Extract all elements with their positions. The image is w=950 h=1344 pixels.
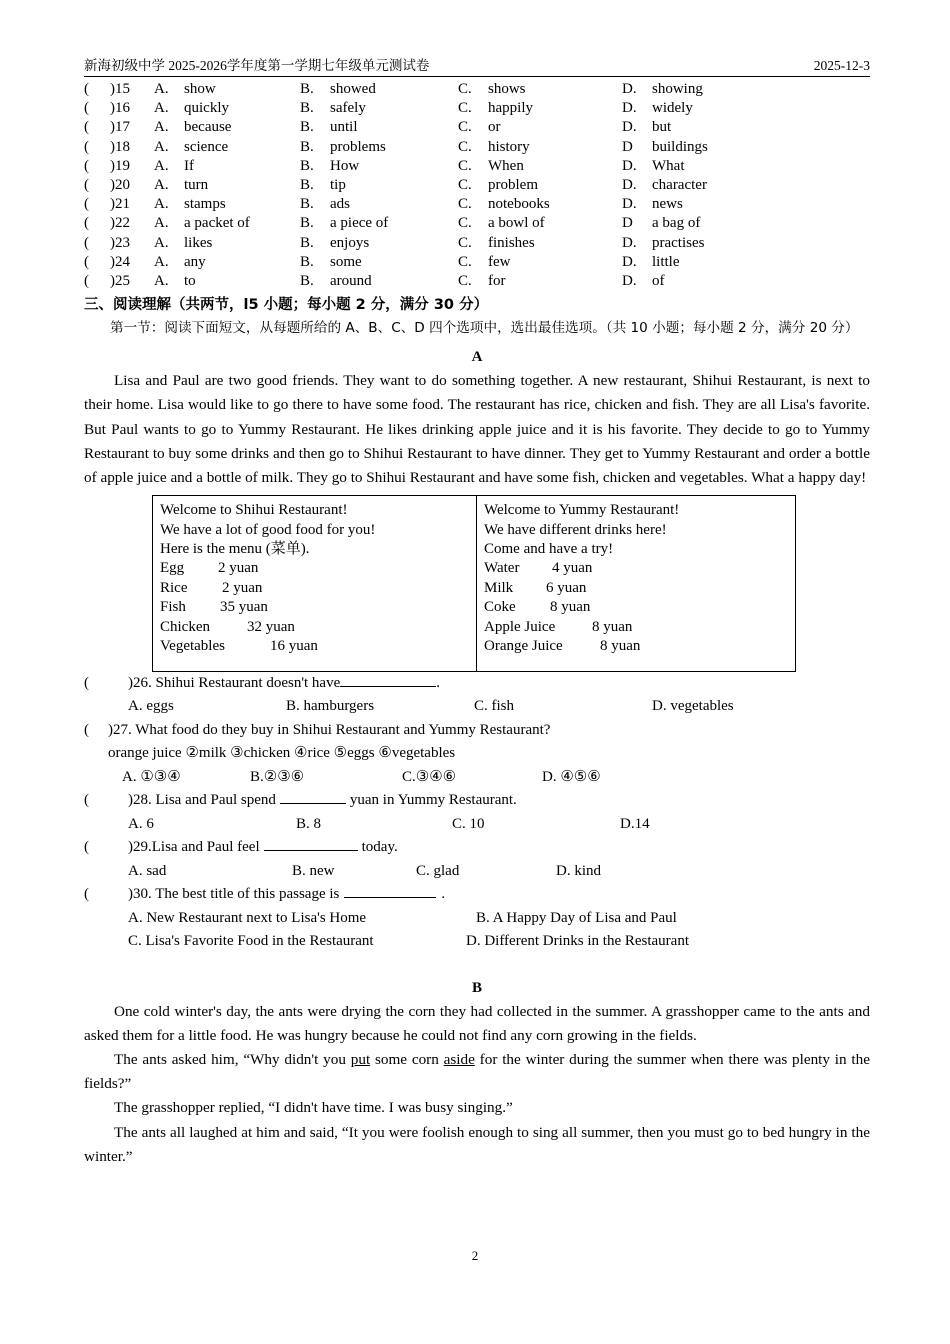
answer-bracket[interactable]: (	[84, 157, 89, 174]
option-b[interactable]: B. until	[300, 119, 358, 136]
question-number: )20	[110, 177, 130, 194]
option-26-d[interactable]: D. vegetables	[652, 698, 734, 714]
yummy-menu-line-2: We have different drinks here!	[484, 521, 667, 538]
question-30-text: )30. The best title of this passage is	[128, 886, 340, 902]
answer-bracket[interactable]: (	[84, 177, 89, 194]
question-27-items: orange juice ②milk ③chicken ④rice ⑤eggs ⑥vegetables	[108, 745, 456, 761]
passage-b-paragraph-1: One cold winter's day, the ants were drying the corn they had collected in the summer. A grasshopper came to the ants and asked them for a little food. He was hungry because he could not find any corn growing in the fields.	[84, 1002, 870, 1044]
answer-bracket[interactable]: (	[84, 100, 89, 117]
question-28-options	[84, 813, 870, 837]
option-d[interactable]: D. of	[622, 273, 665, 290]
menu-item-price: 6 yuan	[546, 579, 587, 596]
option-28-c[interactable]: C. 10	[452, 815, 485, 832]
menu-item-name: Water	[484, 560, 520, 577]
header-date: 2025-12-3	[813, 58, 870, 73]
menu-item-price: 2 yuan	[222, 579, 263, 596]
option-d[interactable]: D. little	[622, 253, 680, 270]
question-28-text-post: yuan in Yummy Restaurant.	[349, 792, 517, 808]
question-number: )23	[110, 234, 130, 251]
option-b[interactable]: B. around	[300, 273, 372, 290]
cloze-question-row	[84, 176, 870, 195]
cloze-question-row	[84, 234, 870, 253]
option-b[interactable]: B. tip	[300, 177, 346, 194]
cloze-question-row	[84, 253, 870, 272]
reading-questions	[84, 672, 870, 954]
question-29-stem	[84, 836, 870, 860]
menu-item-price: 8 yuan	[592, 618, 633, 635]
question-number: )21	[110, 196, 130, 213]
option-d[interactable]: D buildings	[622, 138, 708, 155]
answer-bracket[interactable]: (	[84, 234, 89, 251]
option-29-d[interactable]: D. kind	[556, 862, 601, 879]
cloze-question-row	[84, 138, 870, 157]
option-30-c[interactable]: C. Lisa's Favorite Food in the Restaurant	[128, 933, 374, 949]
option-a[interactable]: A. a packet of	[154, 215, 250, 232]
yummy-menu-line-3: Come and have a try!	[484, 541, 614, 558]
menu-item-name: Milk	[484, 579, 514, 596]
question-number: )16	[110, 100, 130, 117]
option-c[interactable]: C. finishes	[458, 234, 535, 251]
option-27-b[interactable]: B.②③⑥	[250, 768, 305, 785]
menu-item-price: 8 yuan	[550, 599, 591, 616]
option-c[interactable]: C. problem	[458, 177, 538, 194]
question-30-options-row1	[84, 907, 870, 931]
question-30-period: .	[441, 886, 446, 902]
question-26-stem	[84, 672, 870, 696]
menu-item-name: Fish	[160, 599, 186, 616]
passage-b-p2-part-c: for the winter during the summer when there was plenty in the fields?”	[84, 1050, 870, 1093]
option-c[interactable]: C. history	[458, 138, 530, 155]
option-a[interactable]: A. quickly	[154, 100, 229, 117]
question-number: )17	[110, 119, 130, 136]
shihui-menu-line-3: Here is the menu (菜单).	[160, 541, 310, 558]
question-number: )18	[110, 138, 130, 155]
menu-item	[484, 579, 795, 598]
menu-item	[160, 618, 476, 637]
question-27-options	[84, 766, 870, 790]
menu-item-price: 16 yuan	[270, 638, 318, 655]
menu-item	[484, 559, 795, 578]
question-28-blank[interactable]	[280, 789, 346, 804]
answer-bracket[interactable]: (	[84, 196, 89, 213]
passage-b-p2-part-a: The ants asked him, “Why didn't you	[114, 1050, 351, 1068]
menu-item-name: Apple Juice	[484, 618, 556, 635]
answer-bracket-26[interactable]: (	[84, 674, 89, 691]
question-30-stem	[84, 883, 870, 907]
cloze-question-row	[84, 80, 870, 99]
option-26-c[interactable]: C. fish	[474, 698, 515, 714]
question-number: )25	[110, 273, 130, 290]
option-c[interactable]: C. or	[458, 119, 501, 136]
option-b[interactable]: B. ads	[300, 196, 350, 213]
question-number: )15	[110, 81, 130, 97]
passage-b-paragraph-4: The ants all laughed at him and said, “It you were foolish enough to sing all summer, then you must go to bed hungry in the winter.”	[84, 1123, 870, 1165]
option-b[interactable]: B. problems	[300, 138, 386, 155]
option-30-d[interactable]: D. Different Drinks in the Restaurant	[466, 933, 690, 949]
option-29-b[interactable]: B. new	[292, 862, 335, 879]
section-three-subheading: 第一节：阅读下面短文，从每题所给的 A、B、C、D 四个选项中，选出最佳选项。（共 10 小题；每小题 2 分，满分 20 分）	[110, 320, 859, 337]
option-d[interactable]: D a bag of	[622, 215, 701, 232]
passage-a-text: Lisa and Paul are two good friends. They want to do something together. A new restaurant, Shihui Restaurant, is next to their home. Lisa would like to go there to have some food. The restaurant has rice, chicken and fish. They are all Lisa's favorite. But Paul wants to go to Yummy Restaurant. He likes drinking apple juice and it is his favorite. They decide to go to Yummy Restaurant to buy some drinks and then go to Shihui Restaurant to have dinner. They get to Yummy Restaurant and order a bottle of apple juice and a bottle of milk. They go to Shihui Restaurant and have some fish, chicken and vegetables. What a happy day!	[84, 372, 870, 487]
passage-b-letter: B	[471, 979, 482, 996]
option-26-a[interactable]: A. eggs	[128, 698, 174, 714]
option-27-d[interactable]: D. ④⑤⑥	[542, 768, 601, 785]
page-content	[84, 58, 870, 1169]
cloze-question-row	[84, 195, 870, 214]
option-a[interactable]: A. because	[154, 119, 232, 136]
option-d[interactable]: D. widely	[622, 100, 693, 117]
option-b[interactable]: B. a piece of	[300, 215, 389, 232]
menu-item-price: 4 yuan	[552, 560, 593, 577]
question-29-blank[interactable]	[264, 836, 358, 851]
question-number: )22	[110, 215, 130, 232]
option-c[interactable]: C. a bowl of	[458, 215, 545, 232]
option-b[interactable]: B. enjoys	[300, 234, 370, 251]
option-a[interactable]: A. likes	[154, 234, 213, 251]
shihui-menu-cell	[152, 495, 477, 671]
answer-bracket-27[interactable]: (	[84, 721, 89, 738]
option-d[interactable]: D. What	[622, 157, 685, 174]
option-28-d[interactable]: D.14	[620, 815, 650, 832]
option-c[interactable]: C. shows	[458, 81, 526, 97]
answer-bracket[interactable]: (	[84, 273, 89, 290]
option-c[interactable]: C. few	[458, 253, 511, 270]
menu-item	[160, 579, 476, 598]
option-d[interactable]: D. character	[622, 177, 707, 194]
question-27-stem	[84, 719, 870, 743]
option-26-b[interactable]: B. hamburgers	[286, 698, 375, 714]
menu-item	[484, 637, 795, 656]
answer-bracket[interactable]: (	[84, 81, 89, 97]
underlined-word-put: put	[350, 1050, 371, 1068]
answer-bracket-30[interactable]: (	[84, 886, 89, 902]
header-school-title: 新海初级中学 2025-2026学年度第一学期七年级单元测试卷	[84, 58, 430, 73]
question-29-text-post: today.	[361, 839, 398, 855]
question-28	[84, 789, 870, 836]
question-30-options-row2	[84, 930, 870, 954]
option-29-c[interactable]: C. glad	[416, 862, 460, 879]
option-b[interactable]: B. showed	[300, 81, 376, 97]
restaurant-menus-table	[152, 495, 796, 671]
passage-a-letter: A	[471, 349, 483, 366]
option-c[interactable]: C. When	[458, 157, 524, 174]
question-29-options	[84, 860, 870, 884]
question-26-period: .	[436, 674, 440, 691]
option-27-c[interactable]: C.③④⑥	[402, 768, 457, 785]
passage-b-paragraph-2	[84, 1048, 870, 1096]
answer-bracket-28[interactable]: (	[84, 792, 89, 808]
answer-bracket[interactable]: (	[84, 119, 89, 136]
cloze-question-row	[84, 214, 870, 233]
question-number: )24	[110, 253, 130, 270]
cloze-question-row	[84, 157, 870, 176]
yummy-menu-line-1: Welcome to Yummy Restaurant!	[484, 502, 680, 519]
question-29	[84, 836, 870, 883]
option-a[interactable]: A. any	[154, 253, 206, 270]
menu-item-name: Coke	[484, 599, 516, 616]
page-number: 2	[471, 1248, 479, 1263]
option-30-a[interactable]: A. New Restaurant next to Lisa's Home	[128, 909, 367, 926]
option-a[interactable]: A. to	[154, 273, 196, 290]
option-30-b[interactable]: B. A Happy Day of Lisa and Paul	[476, 909, 677, 926]
question-30-blank[interactable]	[344, 883, 436, 898]
question-30	[84, 883, 870, 954]
menu-item-price: 2 yuan	[218, 560, 259, 577]
option-a[interactable]: A. stamps	[154, 196, 226, 213]
question-number: )19	[110, 157, 130, 174]
option-28-a[interactable]: A. 6	[128, 815, 154, 832]
option-c[interactable]: C. happily	[458, 100, 533, 117]
underlined-word-aside: aside	[443, 1050, 475, 1068]
menu-item	[484, 618, 795, 637]
menu-item-name: Orange Juice	[484, 638, 563, 655]
passage-b-p2-part-b: some corn	[370, 1050, 444, 1068]
answer-bracket[interactable]: (	[84, 138, 89, 155]
answer-bracket[interactable]: (	[84, 215, 89, 232]
option-a[interactable]: A. turn	[154, 177, 209, 194]
menu-item-price: 35 yuan	[220, 599, 268, 616]
menu-item	[160, 559, 476, 578]
option-b[interactable]: B. safely	[300, 100, 366, 117]
option-d[interactable]: D. news	[622, 196, 683, 213]
answer-bracket-29[interactable]: (	[84, 839, 89, 855]
cloze-question-row	[84, 272, 870, 291]
option-c[interactable]: C. notebooks	[458, 196, 550, 213]
menu-item-name: Chicken	[160, 618, 210, 635]
menu-item-name: Vegetables	[160, 638, 225, 655]
option-d[interactable]: D. practises	[622, 234, 705, 251]
menu-item	[160, 637, 476, 656]
section-three-heading: 三、阅读理解（共两节，l5 小题；每小题 2 分，满分 30 分）	[84, 297, 489, 314]
option-b[interactable]: B. some	[300, 253, 362, 270]
question-29-text: )29.Lisa and Paul feel	[128, 839, 260, 855]
option-b[interactable]: B. How	[300, 157, 360, 174]
question-26-text: )26. Shihui Restaurant doesn't have	[128, 674, 341, 691]
option-d[interactable]: D. but	[622, 119, 672, 136]
question-27	[84, 719, 870, 790]
option-d[interactable]: D. showing	[622, 81, 703, 97]
menu-item	[160, 598, 476, 617]
question-26-blank[interactable]	[340, 672, 436, 687]
question-26-options	[84, 695, 870, 719]
option-29-a[interactable]: A. sad	[128, 862, 167, 879]
cloze-question-row	[84, 118, 870, 137]
menu-item-price: 8 yuan	[600, 638, 641, 655]
question-28-stem	[84, 789, 870, 813]
menu-item-price: 32 yuan	[247, 618, 295, 635]
menu-item-name: Rice	[160, 579, 188, 596]
menu-item	[484, 598, 795, 617]
question-27-text: )27. What food do they buy in Shihui Restaurant and Yummy Restaurant?	[108, 721, 551, 738]
passage-b-paragraph-3: The grasshopper replied, “I didn't have time. I was busy singing.”	[114, 1099, 513, 1117]
menu-item-name: Egg	[160, 560, 185, 577]
question-28-text: )28. Lisa and Paul spend	[128, 792, 276, 808]
option-c[interactable]: C. for	[458, 273, 506, 290]
option-a[interactable]: A. show	[154, 81, 216, 97]
option-28-b[interactable]: B. 8	[296, 815, 322, 832]
option-a[interactable]: A. science	[154, 138, 229, 155]
cloze-options-list	[84, 80, 870, 291]
yummy-menu-cell	[477, 495, 796, 671]
document-header	[84, 58, 870, 77]
shihui-menu-line-1: Welcome to Shihui Restaurant!	[160, 502, 348, 519]
option-a[interactable]: A. If	[154, 157, 194, 174]
question-26	[84, 672, 870, 719]
shihui-menu-line-2: We have a lot of good food for you!	[160, 521, 376, 538]
option-27-a[interactable]: A. ①③④	[122, 768, 181, 785]
answer-bracket[interactable]: (	[84, 253, 89, 270]
cloze-question-row	[84, 99, 870, 118]
